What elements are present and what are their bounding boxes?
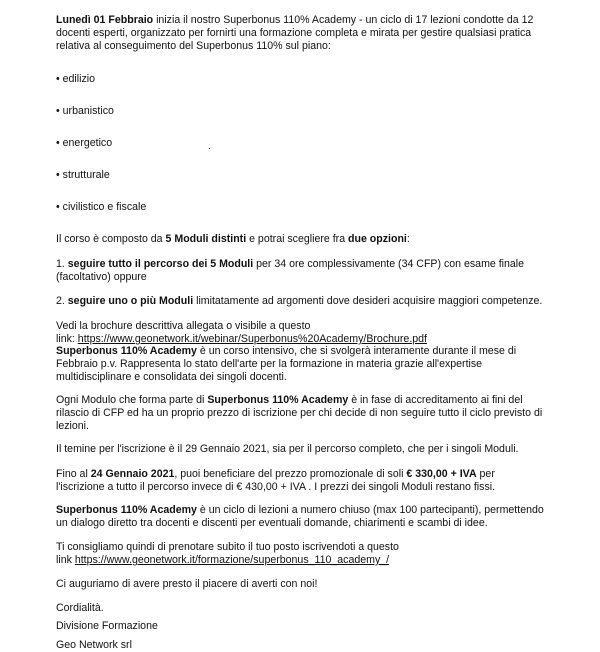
brochure-text: Vedi la brochure descrittiva allegata o visibile a questo [56,320,311,332]
option-2-text: limitatamente ad argomenti dove desideri acquisire maggiori competenze. [193,295,543,307]
bullet-item: • civilistico e fiscale [56,201,147,213]
brochure-paragraph [56,320,427,346]
accreditation-paragraph [56,394,542,433]
intro-paragraph [56,14,533,53]
option-2 [56,295,542,308]
about-text-1: è un corso intensivo, che si svolgerà interamente durante il mese di [196,345,517,357]
option-1-text: per 34 ore complessivamente (34 CFP) con esame finale [253,258,525,270]
deadline-paragraph: Il temine per l'iscrizione è il 29 Gennaio 2021, sia per il percorso completo, che per i singoli Moduli. [56,443,519,455]
modules-intro-text: : [406,233,410,245]
bullet-item: • urbanistico [56,105,114,117]
intro-text-1: inizia il nostro Superbonus 110% Academy - un ciclo di 17 lezioni condotte da 12 [153,14,534,26]
promo-text: , puoi beneficiare del prezzo promozionale di soli [174,468,407,480]
option-1-text-2: (facoltativo) oppure [56,271,147,283]
promo-text-2: l'iscrizione a tutto il percorso invece di € 430,00 + IVA . I prezzi dei singoli Moduli restano fissi. [56,481,496,493]
accreditation-text-3: lezioni. [56,420,89,432]
intro-date: Lunedì 01 Febbraio [56,14,154,26]
register-link-prefix: link [56,554,75,566]
promo-date: 24 Gennaio 2021 [90,468,175,480]
register-link[interactable]: https://www.geonetwork.it/formazione/superbonus_110_academy_/ [74,554,390,566]
brochure-link[interactable]: https://www.geonetwork.it/webinar/Superbonus%20Academy/Brochure.pdf [77,333,427,345]
signature-greeting: Cordialità. [56,602,104,614]
academy-name: Superbonus 110% Academy [56,345,197,357]
bullet-item: • edilizio [56,73,96,85]
limited-paragraph [56,504,544,530]
register-text: Ti consigliamo quindi di prenotare subito il tuo posto iscrivendoti a questo [56,541,399,553]
promo-text: per [476,468,495,480]
accreditation-text: è in fase di accreditamento ai fini del [348,394,523,406]
modules-intro-text: Il corso è composto da [56,233,166,245]
promo-text: Fino al [56,468,91,480]
options-count: due opzioni [348,233,407,245]
closing-line: Ci auguriamo di avere presto il piacere di averti con noi! [56,578,318,590]
bullet-item: • strutturale [56,169,110,181]
signature-company: Geo Network srl [56,639,132,651]
promo-paragraph [56,468,495,494]
accreditation-text: Ogni Modulo che forma parte di [56,394,208,406]
limited-text-2: un dialogo diretto tra docenti e discenti per eventuali domande, chiarimenti e scambi di idee. [56,517,488,529]
option-1 [56,258,524,284]
option-2-number: 2. [56,295,68,307]
intro-text-2: docenti esperti, organizzato per fornirti una formazione completa e mirata per gestire qualsiasi pratica [56,27,532,39]
brochure-link-prefix: link: [56,333,78,345]
about-text-3: multidisciplinare e consolidata dei singoli docenti. [56,371,287,383]
modules-intro-text: e potrai scegliere fra [246,233,349,245]
bullet-item: • energetico [56,137,113,149]
option-1-title: seguire tutto il percorso dei 5 Moduli [67,258,254,270]
limited-text-1: è un ciclo di lezioni a numero chiuso (max 100 partecipanti), permettendo [196,504,544,516]
about-text-2: Febbraio p.v. Rappresenta lo stato dell'arte per la formazione in materia grazie all'expertise [56,358,483,370]
intro-text-3: relativa al conseguimento del Superbonus 110% sul piano: [56,40,331,52]
promo-price: € 330,00 + IVA [406,468,477,480]
register-paragraph [56,541,399,567]
academy-name: Superbonus 110% Academy [207,394,349,406]
modules-count: 5 Moduli distinti [165,233,247,245]
modules-intro [56,233,410,246]
stray-mark: · [208,143,211,153]
signature-division: Divisione Formazione [56,620,158,632]
option-1-number: 1. [56,258,68,270]
option-2-title: seguire uno o più Moduli [67,295,194,307]
accreditation-text-2: rilascio di CFP ed ha un proprio prezzo di iscrizione per chi decide di non seguire tutto il ciclo previsto di [56,407,543,419]
about-paragraph [56,345,516,384]
academy-name: Superbonus 110% Academy [56,504,197,516]
